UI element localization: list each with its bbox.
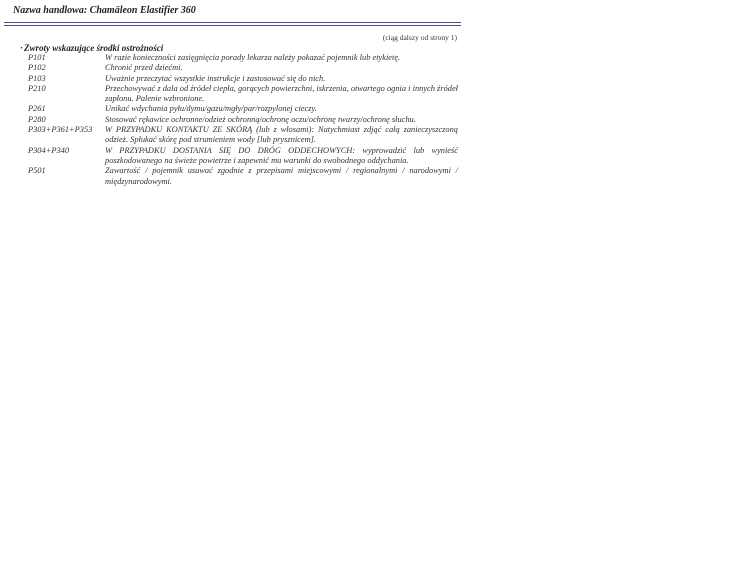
statement-text: Uważnie przeczytać wszystkie instrukcje i zastosować się do nich. [105, 73, 326, 83]
statement-row [28, 146, 458, 167]
header-divider [4, 25, 461, 26]
section-bullet: · [20, 43, 24, 53]
statement-text: W PRZYPADKU KONTAKTU ZE SKÓRĄ (lub z włosami): Natychmiast zdjąć całą zanieczyszczoną odzież. Spłukać skórę pod strumieniem wody [lub prysznicem]. [105, 125, 458, 145]
header-bar [4, 0, 461, 23]
statement-text: Unikać wdychania pyłu/dymu/gazu/mgły/par/rozpylonej cieczy. [105, 104, 317, 114]
statement-row [28, 74, 458, 84]
statement-text: W razie konieczności zasięgnięcia porady lekarza należy pokazać pojemnik lub etykietę. [105, 53, 401, 62]
statement-row [28, 63, 458, 73]
statement-code: P501 [28, 166, 46, 176]
statement-row [28, 104, 458, 114]
statement-code: P303+P361+P353 [28, 125, 93, 135]
statement-text: Zawartość / pojemnik usuwać zgodnie z przepisami miejscowymi / regionalnymi / narodowymi / międzynarodowymi. [105, 166, 458, 186]
statement-code: P103 [28, 73, 46, 83]
statement-row [28, 125, 458, 146]
precautionary-statements-list [28, 53, 458, 187]
statement-text: Chronić przed dziećmi. [105, 63, 183, 73]
statement-row [28, 166, 458, 187]
statement-row [28, 53, 458, 63]
continuation-note: (ciąg dalszy od strony 1) [382, 33, 457, 42]
trade-name-title: Nazwa handlowa: Chamäleon Elastifier 360 [13, 5, 196, 16]
statement-text: W PRZYPADKU DOSTANIA SIĘ DO DRÓG ODDECHOWYCH: wyprowadzić lub wynieść poszkodowanego na świeże powietrze i zapewnić mu warunki do swobodnego oddychania. [105, 145, 458, 165]
statement-code: P304+P340 [28, 145, 70, 155]
statement-text: Stosować rękawice ochronne/odzież ochronną/ochronę oczu/ochronę twarzy/ochronę słuchu. [105, 114, 416, 124]
statement-code: P261 [28, 104, 46, 114]
statement-row [28, 115, 458, 125]
section-title: Zwroty wskazujące środki ostrożności [24, 43, 164, 53]
statement-row [28, 84, 458, 105]
statement-code: P210 [28, 83, 46, 93]
statement-text: Przechowywać z dala od źródeł ciepła, gorących powierzchni, iskrzenia, otwartego ognia i innych źródeł zapłonu. Palenie wzbronione. [105, 83, 458, 104]
statement-code: P102 [28, 63, 46, 73]
statement-code: P280 [28, 114, 46, 124]
statement-code: P101 [28, 53, 46, 62]
